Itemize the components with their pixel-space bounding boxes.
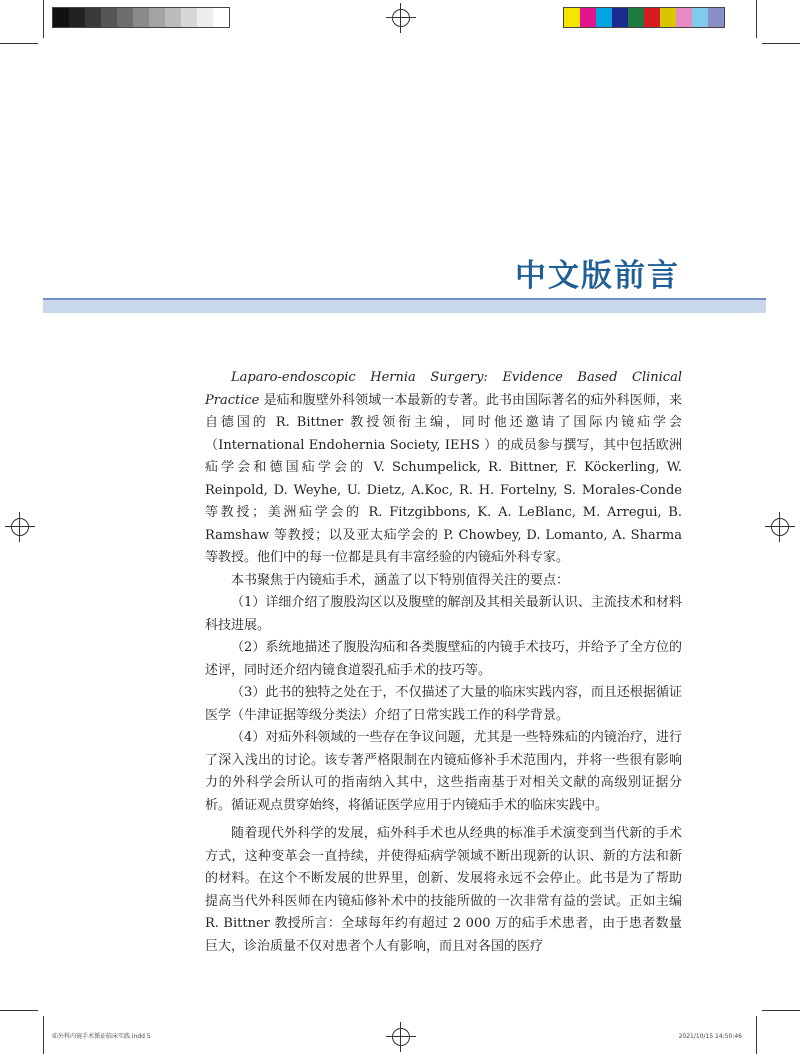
color-swatch <box>660 8 676 27</box>
color-swatch <box>197 8 213 27</box>
page-title: 中文版前言 <box>515 258 680 294</box>
registration-mark-icon <box>386 3 416 33</box>
color-swatch <box>628 8 644 27</box>
footer-filename: 疝外科内镜手术循证临床实践.indd 5 <box>52 1033 151 1040</box>
color-swatch <box>133 8 149 27</box>
book-title: Laparo-endoscopic Hernia Surgery: Evidence Based Clinical Practice <box>205 370 682 408</box>
crop-mark <box>43 1016 44 1054</box>
crop-mark <box>756 1016 757 1054</box>
color-swatch <box>53 8 69 27</box>
color-swatch <box>101 8 117 27</box>
paragraph: （3）此书的独特之处在于，不仅描述了大量的临床实践内容，而且还根据循证医学（牛津证据等级分类法）介绍了日常实践工作的科学背景。 <box>205 685 682 723</box>
color-swatch <box>69 8 85 27</box>
crop-mark <box>762 1010 800 1011</box>
color-swatch <box>564 8 580 27</box>
color-swatch <box>676 8 692 27</box>
crop-mark <box>43 0 44 38</box>
registration-mark-icon <box>5 512 35 542</box>
color-swatch <box>85 8 101 27</box>
crop-mark <box>0 1010 38 1011</box>
registration-mark-icon <box>386 1022 416 1052</box>
crop-mark <box>756 0 757 38</box>
color-swatch <box>181 8 197 27</box>
paragraph: （2）系统地描述了腹股沟疝和各类腹壁疝的内镜手术技巧，并给予了全方位的述评，同时还介绍内镜食道裂孔疝手术的技巧等。 <box>205 640 682 678</box>
color-swatch <box>165 8 181 27</box>
registration-mark-icon <box>765 512 795 542</box>
paragraph-intro <box>205 367 682 570</box>
color-swatch <box>149 8 165 27</box>
paragraph: （4）对疝外科领域的一些存在争议问题，尤其是一些特殊疝的内镜治疗，进行了深入浅出的讨论。该专著严格限制在内镜疝修补手术范围内，并将一些很有影响力的外科学会所认可的指南纳入其中，这些指南基于对相关文献的高级别证据分析。循证观点贯穿始终，将循证医学应用于内镜疝手术的临床实践中。 <box>205 730 682 813</box>
color-swatch <box>580 8 596 27</box>
color-swatch <box>612 8 628 27</box>
gray-calibration-bar <box>52 7 230 28</box>
title-band <box>43 298 766 313</box>
paragraph: 随着现代外科学的发展，疝外科手术也从经典的标准手术演变到当代新的手术方式，这种变革会一直持续，并使得疝病学领域不断出现新的认识、新的方法和新的材料。在这个不断发展的世界里，创新、发展将永远不会停止。此书是为了帮助提高当代外科医师在内镜疝修补术中的技能所做的一次非常有益的尝试。正如主编 R. Bittner 教授所言：全球每年约有超过 2 000 万的疝手术患者，由于患者数量巨大，诊治质量不仅对患者个人有影响，而且对各国的医疗 <box>205 826 682 954</box>
crop-mark <box>0 43 38 44</box>
color-swatch <box>692 8 708 27</box>
paragraph: （1）详细介绍了腹股沟区以及腹壁的解剖及其相关最新认识、主流技术和材料科技进展。 <box>205 595 682 633</box>
color-swatch <box>596 8 612 27</box>
color-swatch <box>708 8 724 27</box>
color-swatch <box>644 8 660 27</box>
body-text <box>205 367 682 958</box>
color-swatch <box>117 8 133 27</box>
color-calibration-bar <box>563 7 725 28</box>
footer-timestamp: 2021/10/15 14:50:46 <box>678 1033 742 1040</box>
paragraph: 本书聚焦于内镜疝手术，涵盖了以下特别值得关注的要点： <box>231 572 570 588</box>
intro-text: 是疝和腹壁外科领域一本最新的专著。此书由国际著名的疝外科医师，来自德国的 R. Bittner 教授领衔主编，同时他还邀请了国际内镜疝学会（International Endohernia Society, IEHS ）的成员参与撰写，其中包括欧洲疝学会和德国疝学会的 V. Schumpelick, R. Bittner, F. Köckerling, W. Reinpold, D. Weyhe, U. Dietz, A.Koc, R. H. Fortelny, S. Morales-Conde 等教授；美洲疝学会的 R. Fitzgibbons, K. A. LeBlanc, M. Arregui, B. Ramshaw 等教授；以及亚太疝学会的 P. Chowbey, D. Lomanto, A. Sharma 等教授。他们中的每一位都是具有丰富经验的内镜疝外科专家。 <box>205 392 682 565</box>
crop-mark <box>762 43 800 44</box>
color-swatch <box>213 8 229 27</box>
